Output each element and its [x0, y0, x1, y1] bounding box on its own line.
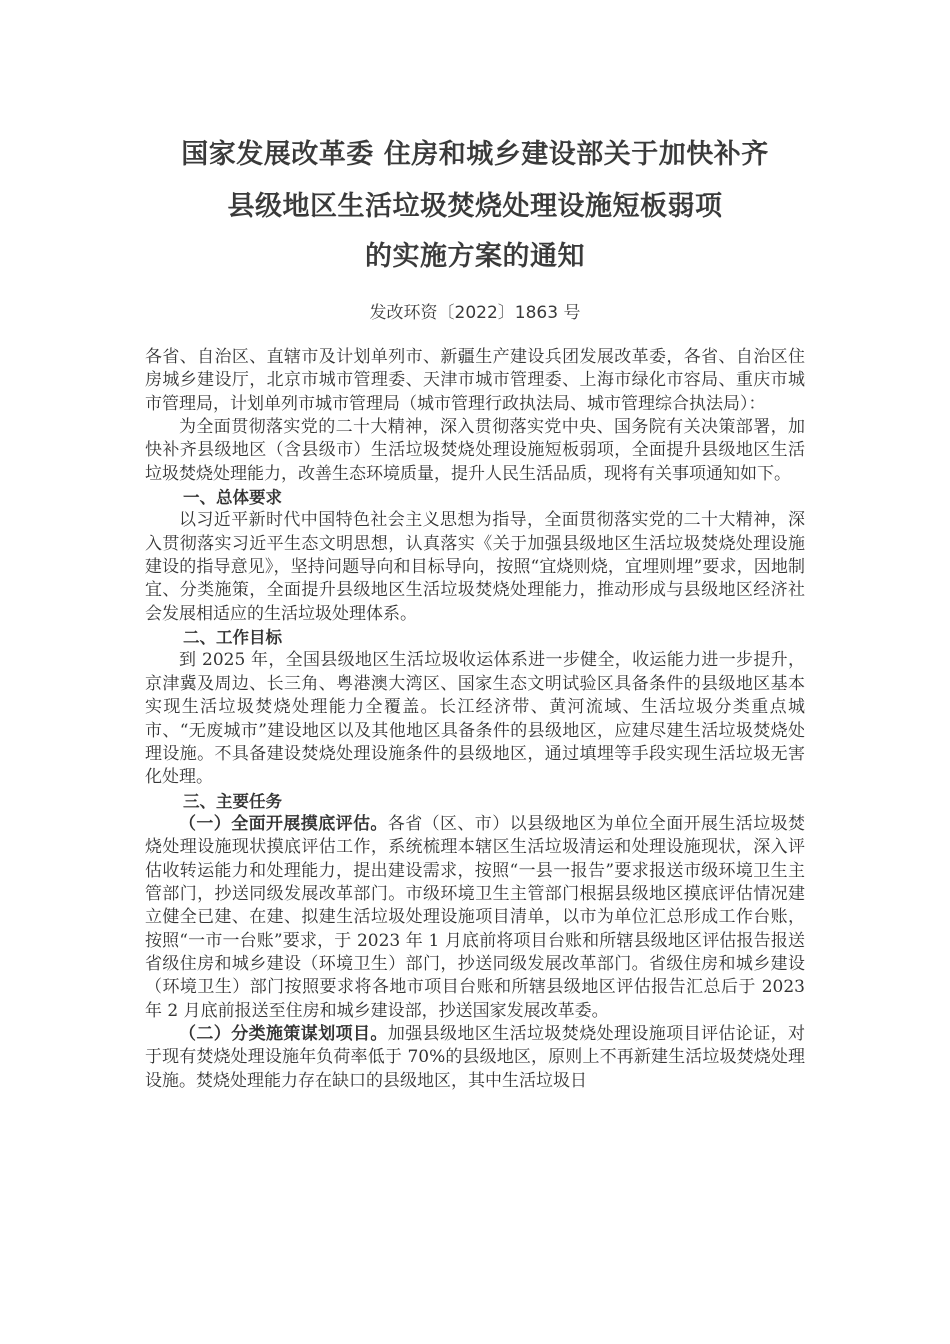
task-text-planning: 加强县级地区生活垃圾焚烧处理设施项目评估论证，对于现有焚烧处理设施年负荷率低于 70%的县级地区，原则上不再新建生活垃圾焚烧处理设施。焚烧处理能力存在缺口的县级地区，其中生活垃圾日: [145, 1023, 806, 1091]
section-heading-general-requirements: 一、总体要求: [183, 488, 282, 508]
task-paragraph-assessment: [145, 813, 805, 1023]
title-line-2: 县级地区生活垃圾焚烧处理设施短板弱项: [227, 191, 723, 222]
title-line-3: 的实施方案的通知: [365, 241, 585, 272]
document-body: [145, 346, 805, 1093]
task-lead-assessment: （一）全面开展摸底评估。: [179, 813, 388, 834]
intro-paragraph: 为全面贯彻落实党的二十大精神，深入贯彻落实党中央、国务院有关决策部署，加快补齐县级地区（含县级市）生活垃圾焚烧处理设施短板弱项，全面提升县级地区生活垃圾焚烧处理能力，改善生态环境质量，提升人民生活品质，现将有关事项通知如下。: [145, 417, 805, 484]
title-line-1: 国家发展改革委 住房和城乡建设部关于加快补齐: [181, 139, 769, 170]
section-heading-main-tasks: 三、主要任务: [183, 791, 282, 811]
recipients-paragraph: 各省、自治区、直辖市及计划单列市、新疆生产建设兵团发展改革委，各省、自治区住房城乡建设厅，北京市城市管理委、天津市城市管理委、上海市绿化市容局、重庆市城市管理局，计划单列市城市管理局（城市管理行政执法局、城市管理综合执法局）：: [145, 347, 805, 414]
task-text-assessment: 各省（区、市）以县级地区为单位全面开展生活垃圾焚烧处理设施现状摸底评估工作，系统梳理本辖区生活垃圾清运和处理设施现状，深入评估收转运能力和处理能力，提出建设需求，按照“一县一报告”要求报送市级环境卫生主管部门，抄送同级发展改革部门。市级环境卫生主管部门根据县级地区摸底评估情况建立健全已建、在建、拟建生活垃圾处理设施项目清单，以市为单位汇总形成工作台账，按照“一市一台账”要求，于 2023 年 1 月底前将项目台账和所辖县级地区评估报告报送省级住房和城乡建设（环境卫生）部门，抄送同级发展改革部门。省级住房和城乡建设（环境卫生）部门按照要求将各地市项目台账和所辖县级地区评估报告汇总后于 2023 年 2 月底前报送至住房和城乡建设部，抄送国家发展改革委。: [145, 813, 806, 1021]
section-paragraph-work-goals: 到 2025 年，全国县级地区生活垃圾收运体系进一步健全，收运能力进一步提升，京津冀及周边、长三角、粤港澳大湾区、国家生态文明试验区具备条件的县级地区基本实现生活垃圾焚烧处理能力全覆盖。长江经济带、黄河流域、生活垃圾分类重点城市、“无废城市”建设地区以及其他地区具备条件的县级地区，应建尽建生活垃圾焚烧处理设施。不具备建设焚烧处理设施条件的县级地区，通过填埋等手段实现生活垃圾无害化处理。: [145, 650, 805, 788]
section-paragraph-general-requirements: 以习近平新时代中国特色社会主义思想为指导，全面贯彻落实党的二十大精神，深入贯彻落实习近平生态文明思想，认真落实《关于加强县级地区生活垃圾焚烧处理设施建设的指导意见》，坚持问题导向和目标导向，按照“宜烧则烧，宜埋则埋”要求，因地制宜、分类施策，全面提升县级地区生活垃圾焚烧处理能力，推动形成与县级地区经济社会发展相适应的生活垃圾处理体系。: [145, 510, 805, 624]
task-lead-planning: （二）分类施策谋划项目。: [179, 1023, 388, 1044]
section-heading-work-goals: 二、工作目标: [183, 628, 282, 648]
document-number: 发改环资〔2022〕1863 号: [369, 303, 581, 323]
task-paragraph-planning: [145, 1023, 805, 1093]
